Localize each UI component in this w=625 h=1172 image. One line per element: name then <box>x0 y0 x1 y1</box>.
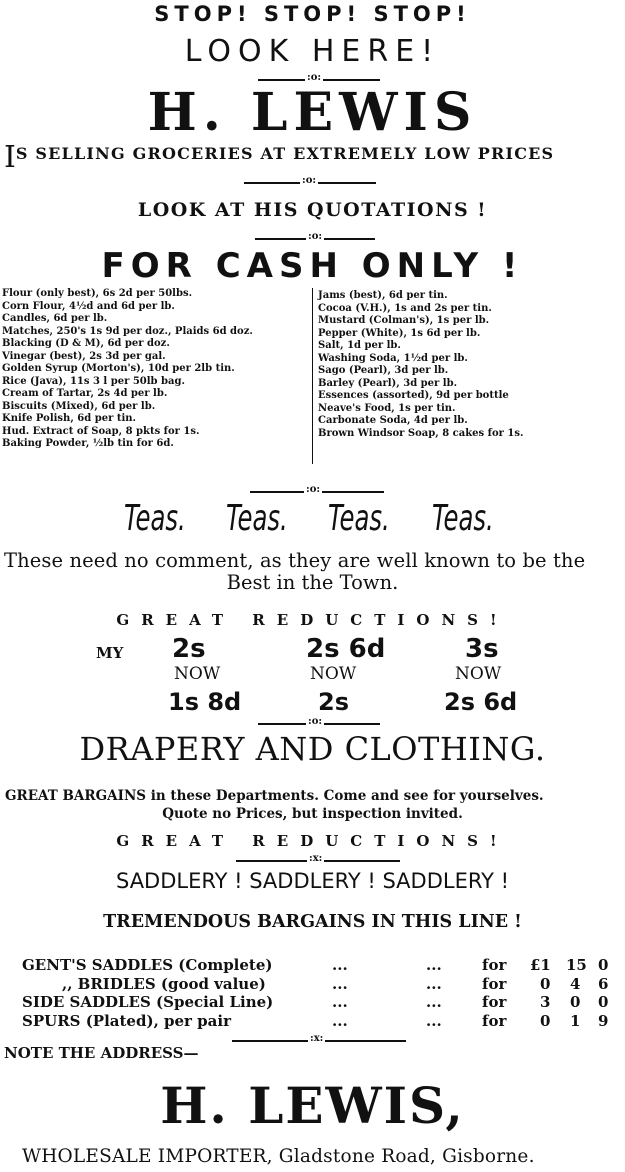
grocery-item: Baking Powder, ½lb tin for 6d. <box>2 438 174 449</box>
divider-ornament: :o: <box>308 716 323 727</box>
leader-dots: ... <box>332 993 348 1011</box>
leader-dots: ... <box>426 956 442 974</box>
leader-dots: ... <box>332 956 348 974</box>
grocery-item: Blacking (D & M), 6d per doz. <box>2 338 170 349</box>
was-price: 2s 6d <box>306 634 386 664</box>
teas-word: Teas. <box>328 498 390 539</box>
saddlery-row <box>0 993 625 1011</box>
saddlery-row <box>0 975 625 993</box>
price-pence: 9 <box>598 1012 609 1030</box>
cash-only-heading: FOR CASH ONLY ! <box>101 246 524 286</box>
saddlery-item: SPURS (Plated), per pair <box>22 1012 231 1030</box>
tagline-initial: I <box>4 140 16 175</box>
price-shillings: 4 <box>570 975 581 993</box>
grocery-item: Brown Windsor Soap, 8 cakes for 1s. <box>318 427 524 439</box>
now-label: NOW <box>455 664 502 684</box>
leader-dots: ... <box>426 993 442 1011</box>
footer-merchant-name: H. LEWIS, <box>160 1076 465 1135</box>
grocery-item: Cocoa (V.H.), 1s and 2s per tin. <box>318 302 492 314</box>
price-pounds: 0 <box>540 975 551 993</box>
grocery-item: Vinegar (best), 2s 3d per gal. <box>2 350 166 362</box>
stop-heading: STOP! STOP! STOP! <box>154 2 471 26</box>
leader-dots: ... <box>332 1012 348 1030</box>
teas-word: Teas. <box>432 498 494 539</box>
now-price: 2s 6d <box>444 688 518 716</box>
divider-ornament: :x: <box>310 1033 324 1044</box>
divider-ornament: :o: <box>302 175 317 186</box>
divider-ornament: :o: <box>306 484 321 495</box>
drapery-reductions: GREAT REDUCTIONS! <box>116 832 509 850</box>
grocery-item: Essences (assorted), 9d per bottle <box>318 390 509 401</box>
saddlery-row <box>0 1012 625 1030</box>
grocery-item: Candles, 6d per lb. <box>2 313 108 324</box>
grocery-item: Flour (only best), 6s 2d per 50lbs. <box>2 288 193 299</box>
drapery-inspection: Quote no Prices, but inspection invited. <box>162 806 463 822</box>
grocery-item: Sago (Pearl), 3d per lb. <box>318 365 449 376</box>
now-price: 1s 8d <box>168 688 242 716</box>
tagline-text: S SELLING GROCERIES AT EXTREMELY LOW PRICES <box>15 144 555 163</box>
my-label: MY <box>96 644 124 662</box>
saddlery-item: GENT'S SADDLES (Complete) <box>22 956 273 974</box>
now-label: NOW <box>310 664 357 684</box>
grocery-list-left <box>2 288 253 451</box>
grocery-item: Neave's Food, 1s per tin. <box>318 402 456 414</box>
now-price: 2s <box>318 688 349 716</box>
teas-description-line2: Best in the Town. <box>226 571 399 594</box>
for-label: for <box>482 956 507 974</box>
leader-dots: ... <box>332 975 348 993</box>
tagline <box>4 140 554 175</box>
price-pence: 0 <box>598 993 609 1011</box>
price-shillings: 1 <box>570 1012 581 1030</box>
grocery-item: Jams (best), 6d per tin. <box>318 290 448 301</box>
grocery-list-right <box>318 290 523 440</box>
grocery-item: Knife Polish, 6d per tin. <box>2 413 136 424</box>
grocery-item: Hud. Extract of Soap, 8 pkts for 1s. <box>2 425 200 437</box>
drapery-bargains: GREAT BARGAINS in these Departments. Come and see for yourselves. <box>5 788 544 804</box>
divider-ornament: :x: <box>309 853 323 864</box>
price-shillings: 15 <box>566 956 587 974</box>
column-divider <box>312 288 313 464</box>
grocery-item: Carbonate Soda, 4d per lb. <box>318 415 468 426</box>
grocery-item: Pepper (White), 1s 6d per lb. <box>318 327 481 339</box>
divider-ornament: :o: <box>307 72 322 83</box>
grocery-item: Rice (Java), 11s 3 l per 50lb bag. <box>2 375 185 387</box>
leader-dots: ... <box>426 1012 442 1030</box>
price-pence: 0 <box>598 956 609 974</box>
price-pence: 6 <box>598 975 609 993</box>
price-pounds: 3 <box>540 993 551 1011</box>
quotations-heading: LOOK AT HIS QUOTATIONS ! <box>137 199 488 221</box>
saddlery-row <box>0 956 625 974</box>
grocery-item: Biscuits (Mixed), 6d per lb. <box>2 400 156 412</box>
divider-ornament: :o: <box>308 231 323 242</box>
for-label: for <box>482 975 507 993</box>
was-price: 2s <box>172 634 206 664</box>
reductions-heading: GREAT REDUCTIONS! <box>116 611 509 629</box>
grocery-item: Salt, 1d per lb. <box>318 340 401 351</box>
grocery-item: Washing Soda, 1½d per lb. <box>318 352 468 364</box>
grocery-item: Corn Flour, 4½d and 6d per lb. <box>2 300 175 312</box>
grocery-item: Matches, 250's 1s 9d per doz., Plaids 6d doz. <box>2 325 253 337</box>
saddlery-heading: SADDLERY ! SADDLERY ! SADDLERY ! <box>115 869 510 893</box>
teas-word: Teas. <box>226 498 288 539</box>
price-pounds: £1 <box>530 956 551 974</box>
grocery-item: Golden Syrup (Morton's), 10d per 2lb tin. <box>2 363 235 374</box>
merchant-name-heading: H. LEWIS <box>147 82 478 143</box>
for-label: for <box>482 993 507 1011</box>
teas-description: These need no comment, as they are well known to be the <box>4 549 586 572</box>
drapery-heading: DRAPERY AND CLOTHING. <box>79 730 546 768</box>
grocery-item: Mustard (Colman's), 1s per lb. <box>318 315 490 326</box>
note-address: NOTE THE ADDRESS— <box>4 1044 199 1062</box>
footer-address: WHOLESALE IMPORTER, Gladstone Road, Gisborne. <box>22 1146 535 1167</box>
saddlery-item: SIDE SADDLES (Special Line) <box>22 993 274 1011</box>
teas-word: Teas. <box>124 498 186 539</box>
saddlery-bargains: TREMENDOUS BARGAINS IN THIS LINE ! <box>103 912 522 932</box>
saddlery-item: ,, BRIDLES (good value) <box>62 975 266 993</box>
grocery-item: Cream of Tartar, 2s 4d per lb. <box>2 388 168 399</box>
price-pounds: 0 <box>540 1012 551 1030</box>
now-label: NOW <box>174 664 221 684</box>
grocery-item: Barley (Pearl), 3d per lb. <box>318 377 458 389</box>
was-price: 3s <box>465 634 499 664</box>
leader-dots: ... <box>426 975 442 993</box>
price-shillings: 0 <box>570 993 581 1011</box>
look-here-heading: LOOK HERE! <box>184 34 441 69</box>
for-label: for <box>482 1012 507 1030</box>
